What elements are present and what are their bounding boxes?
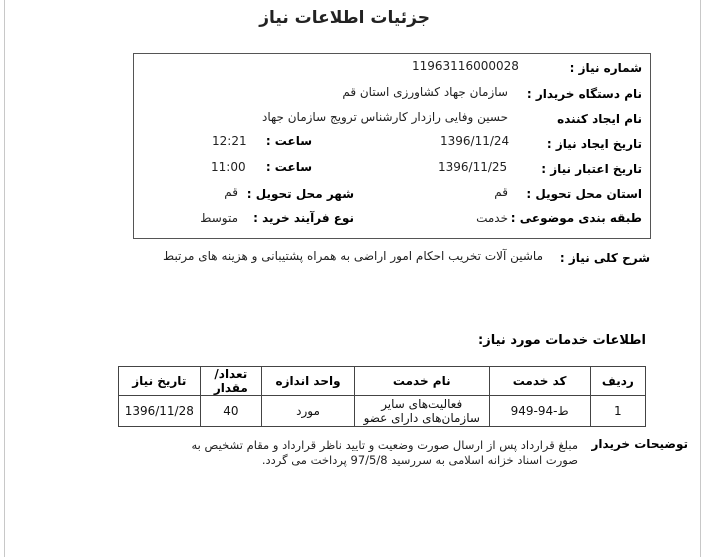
validity-time-value: 11:00 [211,160,246,174]
cell-unit: مورد [262,396,355,427]
cell-row-number: 1 [590,396,645,427]
col-header-code: کد خدمت [489,367,590,396]
col-header-name: نام خدمت [354,367,489,396]
delivery-city-value: قم [224,185,238,199]
col-header-qty: تعداد/ مقدار [200,367,262,396]
cell-service-name [354,396,489,427]
cell-need-date: 1396/11/28 [119,396,201,427]
category-value: خدمت [476,211,508,225]
need-number-value: 11963116000028 [412,59,519,73]
col-header-unit: واحد اندازه [262,367,355,396]
description-text: ماشین آلات تخریب احکام امور اراضی به همراه پشتیبانی و هزینه های مرتبط [163,249,543,263]
validity-time-label: ساعت : [265,160,312,174]
buyer-org-value: سازمان جهاد کشاورزی استان قم [342,85,508,99]
service-name-line2: سازمان‌های دارای عضو [363,411,480,425]
col-header-date: تاریخ نیاز [119,367,201,396]
delivery-province-label: استان محل تحویل : [526,187,642,201]
cell-quantity: 40 [200,396,262,427]
page-title: جزئیات اطلاعات نیاز [259,8,430,28]
created-time-label: ساعت : [265,134,312,148]
services-table [118,366,646,427]
buyer-org-label: نام دستگاه خریدار : [526,87,642,101]
delivery-province-value: قم [494,185,508,199]
services-section-title: اطلاعات خدمات مورد نیاز: [478,333,646,348]
buyer-notes-text: مبلغ قرارداد پس از ارسال صورت وضعیت و تایید ناظر قرارداد و مقام تشخیص به صورت اسناد خزانه اسلامی به سررسید 97/5/8 پرداخت می گردد. [191,438,578,467]
buyer-notes-label: توضیحات خریدار [591,437,688,451]
service-code-text: ط-94-949 [510,404,569,418]
process-type-label: نوع فرآیند خرید : [253,211,354,225]
validity-date-label: تاریخ اعتبار نیاز : [541,162,642,176]
need-number-label: شماره نیاز : [569,61,642,75]
created-date-label: تاریخ ایجاد نیاز : [546,137,642,151]
validity-date-value: 1396/11/25 [438,160,508,174]
table-row [119,396,646,427]
category-label: طبقه بندی موضوعی : [510,211,642,225]
created-time-value: 12:21 [212,134,247,148]
created-date-value: 1396/11/24 [440,134,510,148]
services-table-header [119,367,646,396]
need-info-box [133,53,651,239]
col-header-row: ردیف [590,367,645,396]
process-type-value: متوسط [200,211,238,225]
cell-service-code [489,396,590,427]
description-label: شرح کلی نیاز : [559,251,650,265]
creator-label: نام ایجاد کننده [557,112,642,126]
creator-value: حسین وفایی رازدار کارشناس ترویج سازمان جهاد [261,110,508,124]
delivery-city-label: شهر محل تحویل : [246,187,354,201]
service-name-line1: فعالیت‌های سایر [381,397,463,411]
